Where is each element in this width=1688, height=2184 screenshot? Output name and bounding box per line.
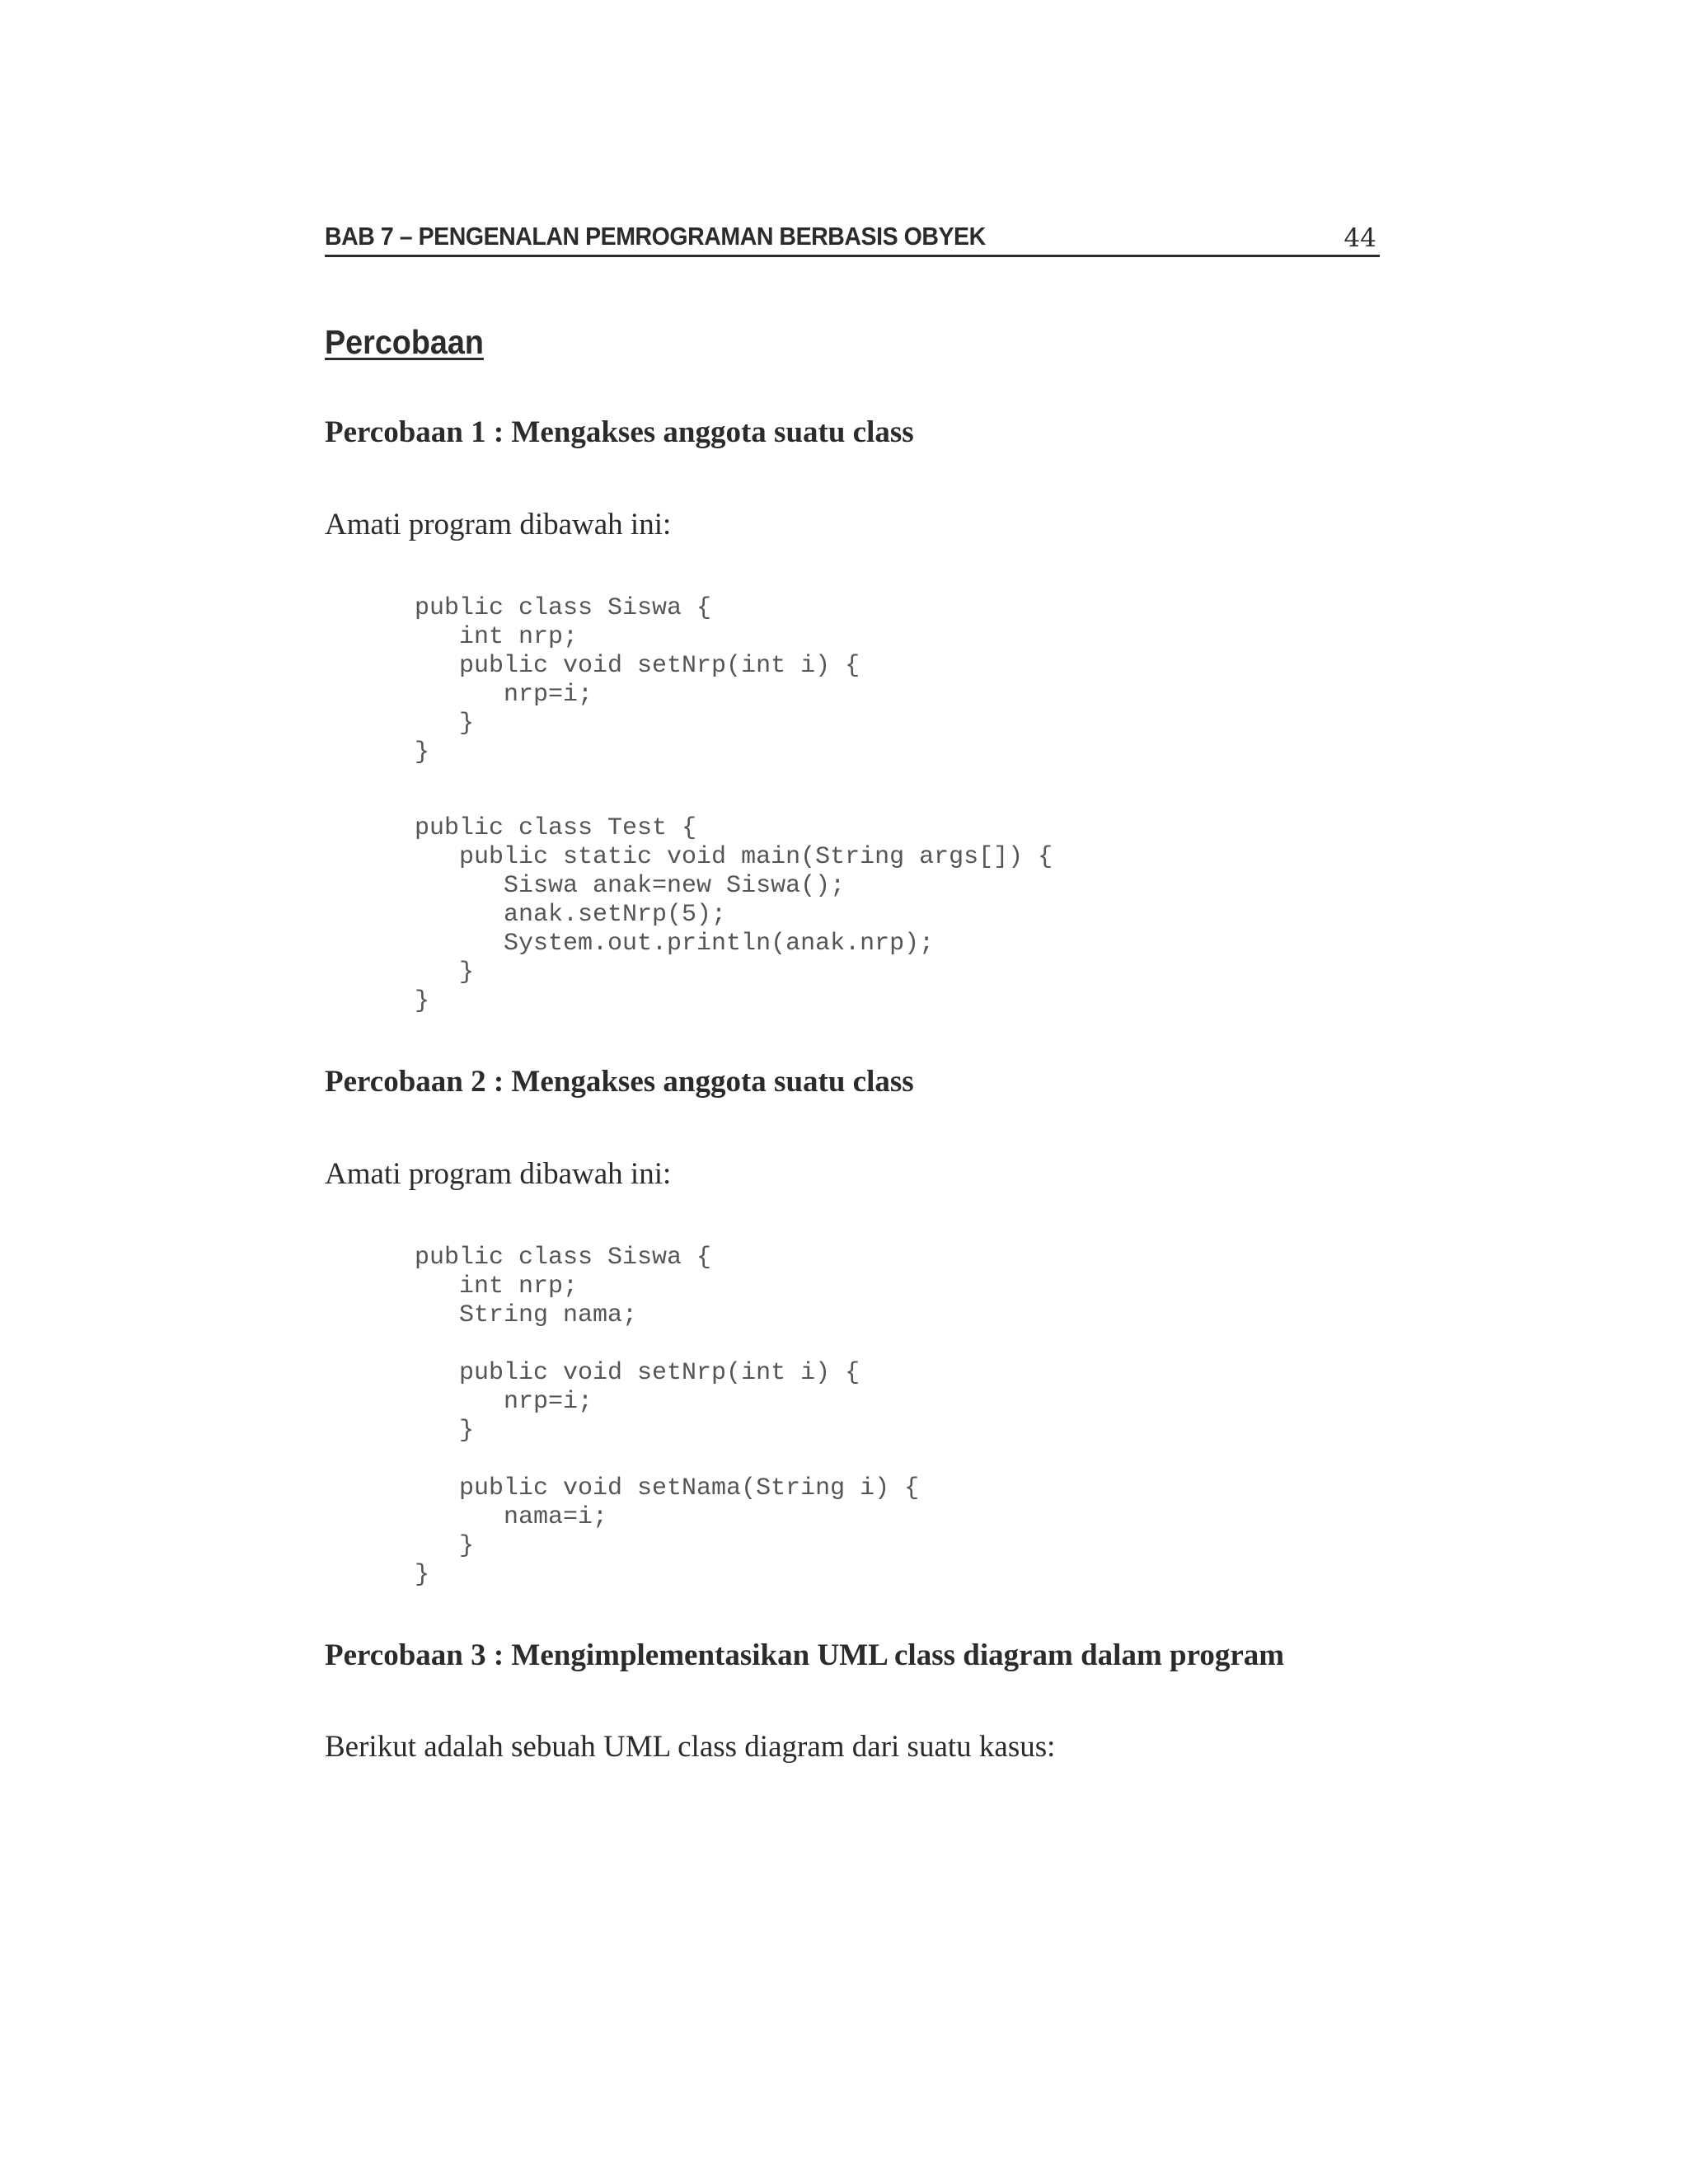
experiment-2-code-siswa: public class Siswa { int nrp; String nama; public void setNrp(int i) { nrp=i; } public void setNama(String i) { nama=i; } } — [415, 1244, 920, 1589]
page-header — [325, 217, 1380, 257]
page-number: 44 — [1343, 223, 1376, 253]
experiment-2-heading: Percobaan 2 : Mengakses anggota suatu class — [325, 1065, 914, 1099]
experiment-1-heading: Percobaan 1 : Mengakses anggota suatu class — [325, 415, 914, 449]
experiment-1-code-test: public class Test { public static void main(String args[]) { Siswa anak=new Siswa(); anak.setNrp(5); System.out.println(anak.nrp); } } — [415, 814, 1053, 1015]
experiment-3-heading: Percobaan 3 : Mengimplementasikan UML class diagram dalam program — [325, 1638, 1285, 1672]
chapter-title: BAB 7 – PENGENALAN PEMROGRAMAN BERBASIS OBYEK — [325, 222, 986, 251]
experiment-2-intro: Amati program dibawah ini: — [325, 1157, 672, 1191]
section-title: Percobaan — [325, 323, 484, 361]
experiment-1-code-siswa: public class Siswa { int nrp; public void setNrp(int i) { nrp=i; } } — [415, 594, 860, 766]
experiment-1-intro: Amati program dibawah ini: — [325, 508, 672, 541]
experiment-3-intro: Berikut adalah sebuah UML class diagram dari suatu kasus: — [325, 1730, 1056, 1764]
